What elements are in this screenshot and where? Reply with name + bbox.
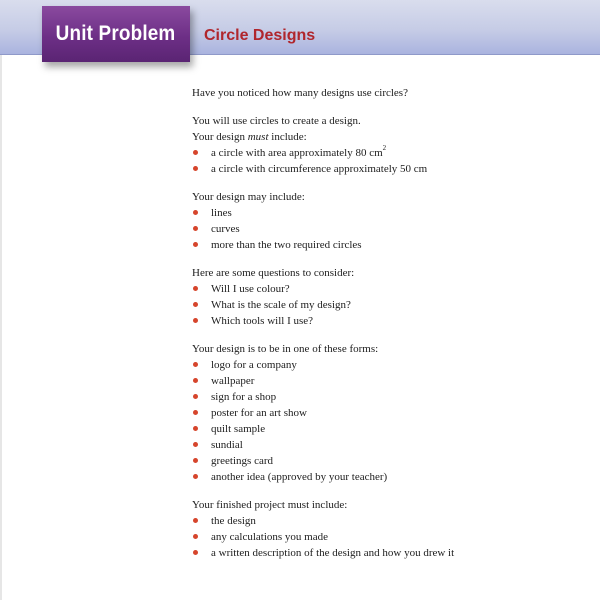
item-text: lines (211, 207, 232, 219)
list-item (192, 453, 592, 469)
list-item (192, 545, 592, 561)
item-text: a circle with area approximately 80 $cm^2$ (211, 144, 387, 159)
list-item (192, 437, 592, 453)
section-questions (192, 265, 592, 329)
bullet-icon (193, 362, 198, 367)
bullet-icon (193, 534, 198, 539)
bullet-icon (193, 410, 198, 415)
list-item (192, 373, 592, 389)
list-item (192, 529, 592, 545)
list-item (192, 513, 592, 529)
must-include-prefix: Your design (192, 131, 248, 143)
bullet-icon (193, 474, 198, 479)
must-include-suffix: include: (268, 131, 307, 143)
document-body (192, 85, 592, 573)
bullet-icon (193, 286, 198, 291)
item-text: poster for an art show (211, 407, 307, 419)
section-line: Your finished project must include: (192, 499, 348, 511)
bullet-icon (193, 226, 198, 231)
may-include-list (192, 205, 592, 253)
bullet-icon (193, 394, 198, 399)
section-line: Here are some questions to consider: (192, 267, 355, 279)
bullet-icon (193, 318, 198, 323)
item-text: the design (211, 515, 256, 527)
list-item (192, 297, 592, 313)
section-requirements (192, 113, 592, 177)
list-item (192, 389, 592, 405)
item-text: Which tools will I use? (211, 315, 314, 327)
list-item (192, 145, 592, 161)
section-forms (192, 341, 592, 485)
item-text: a written description of the design and how you drew it (211, 547, 455, 559)
bullet-icon (193, 302, 198, 307)
bullet-icon (193, 458, 198, 463)
page-title: Circle Designs (204, 27, 316, 44)
item-text: another idea (approved by your teacher) (211, 471, 388, 483)
item-text: sundial (211, 439, 243, 451)
bullet-icon (193, 378, 198, 383)
item-text: quilt sample (211, 423, 266, 435)
item-text: sign for a shop (211, 391, 277, 403)
finished-project-list (192, 513, 592, 561)
section-finished-project (192, 497, 592, 561)
list-item (192, 421, 592, 437)
bullet-icon (193, 426, 198, 431)
bullet-icon (193, 442, 198, 447)
forms-list (192, 357, 592, 485)
list-item (192, 281, 592, 297)
list-item (192, 205, 592, 221)
list-item (192, 357, 592, 373)
item-text: logo for a company (211, 359, 297, 371)
item-text: more than the two required circles (211, 239, 362, 251)
item-text: a circle with circumference approximately 50 cm (211, 163, 428, 175)
questions-list (192, 281, 592, 329)
badge-label: Unit Problem (56, 22, 176, 45)
bullet-icon (193, 242, 198, 247)
item-text: wallpaper (211, 375, 255, 387)
section-line (192, 129, 592, 145)
bullet-icon (193, 210, 198, 215)
requirements-list (192, 145, 592, 177)
section-may-include (192, 189, 592, 253)
bullet-icon (193, 518, 198, 523)
list-item (192, 405, 592, 421)
bullet-icon (193, 166, 198, 171)
intro-text: Have you noticed how many designs use circles? (192, 87, 408, 99)
list-item (192, 237, 592, 253)
item-text: greetings card (211, 455, 273, 467)
bullet-icon (193, 150, 198, 155)
item-text: any calculations you made (211, 531, 328, 543)
list-item (192, 469, 592, 485)
item-text: What is the scale of my design? (211, 299, 351, 311)
list-item (192, 313, 592, 329)
list-item (192, 161, 592, 177)
page-edge (0, 0, 2, 600)
bullet-icon (193, 550, 198, 555)
section-line: Your design may include: (192, 191, 305, 203)
unit-problem-badge (42, 6, 190, 62)
must-emphasis: must (247, 131, 269, 143)
section-line: Your design is to be in one of these forms: (192, 343, 379, 355)
item-text: curves (211, 223, 240, 235)
section-line: You will use circles to create a design. (192, 115, 361, 127)
list-item (192, 221, 592, 237)
item-text: Will I use colour? (211, 283, 290, 295)
